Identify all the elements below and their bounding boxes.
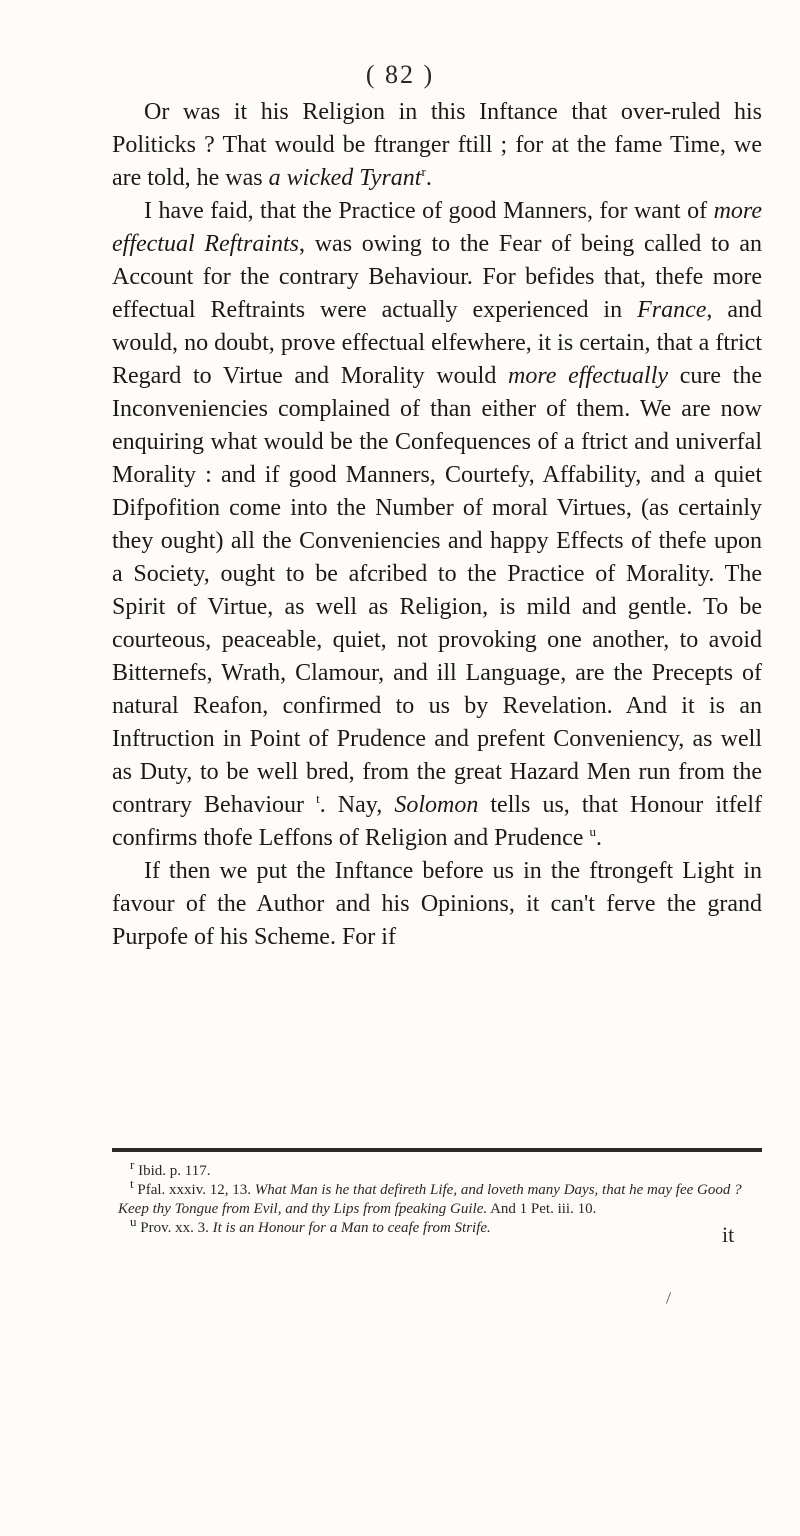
text-run: Pfal. xxxiv. 12, 13.	[133, 1182, 255, 1198]
text-run: .	[595, 825, 602, 851]
text-run: .	[425, 165, 432, 191]
italic-text: It is an Honour for a Man to ceafe from Strife.	[212, 1220, 491, 1236]
text-run: Ibid. p. 117.	[134, 1163, 211, 1179]
text-run: And 1 Pet. iii. 10.	[487, 1201, 597, 1217]
footnote	[118, 1157, 758, 1181]
text-run: , and would, no doubt, prove effectual elfewhere, it is certain, that a ftrict Regard to Virtue and Morality would	[112, 297, 762, 389]
footnote-marker: r	[421, 164, 426, 179]
paragraph	[112, 96, 762, 195]
footnote	[118, 1214, 758, 1238]
body-text	[112, 96, 762, 954]
text-run: . Nay,	[319, 792, 395, 818]
text-run: Or was it his Religion in this Inftance that over-ruled his Politicks ? That would be ftranger ftill ; for at the fame Time, we are told, he was	[112, 99, 762, 191]
italic-text: Solomon	[394, 792, 479, 818]
footnote	[118, 1176, 758, 1219]
page-number: ( 82 )	[365, 60, 435, 89]
text-run: tells us, that Honour itfelf confirms thofe Leffons of Religion and Prudence	[112, 792, 762, 851]
footnote-marker: t	[316, 791, 320, 806]
catchword: it	[722, 1222, 735, 1247]
paragraph	[112, 855, 762, 954]
text-run: cure the Inconveniencies complained of than either of them. We are now enquiring what would be the Confequences of a ftrict and univerfal Morality : and if good Manners, Courtefy, Affability, and a quiet Difpofition come into the Number of moral Virtues, (as certainly they ought) all the Conveniencies and happy Effects of thefe upon a Society, ought to be afcribed to the Practice of Morality. The Spirit of Virtue, as well as Religion, is mild and gentle. To be courteous, peaceable, quiet, not provoking one another, to avoid Bitternefs, Wrath, Clamour, and ill Language, are the Precepts of natural Reafon, confirmed to us by Revelation. And it is an Inftruction in Point of Prudence and prefent Conveniency, as well as Duty, to be well bred, from the great Hazard Men run from the contrary Behaviour	[112, 363, 762, 818]
italic-text: more effectual Reftraints	[112, 198, 762, 257]
paragraph	[112, 195, 762, 855]
footnote-marker: t	[130, 1176, 134, 1191]
footnote-marker: r	[130, 1157, 135, 1172]
italic-text: France	[637, 297, 707, 323]
footnote-marker: u	[130, 1214, 137, 1229]
italic-text: a wicked Tyrant	[268, 165, 422, 191]
page-mark	[666, 1292, 671, 1304]
italic-text: more effectually	[508, 363, 669, 389]
footnote-rule	[112, 1148, 762, 1152]
text-run: I have faid, that the Practice of good Manners, for want of	[144, 198, 714, 224]
italic-text: What Man is he that defireth Life, and loveth many Days, that he may fee Good ? Keep thy Tongue from Evil, and thy Lips from fpeaking Guile.	[118, 1182, 742, 1217]
text-run: , was owing to the Fear of being called to an Account for the contrary Behaviour. For befides that, thefe more effectual Reftraints were actually experienced in	[112, 231, 763, 323]
text-run: Prov. xx. 3.	[136, 1220, 213, 1236]
footnote-marker: u	[589, 824, 596, 839]
footnotes	[118, 1157, 758, 1238]
text-run: If then we put the Inftance before us in the ftrongeft Light in favour of the Author and his Opinions, it can't ferve the grand Purpofe of his Scheme. For if	[112, 858, 762, 950]
